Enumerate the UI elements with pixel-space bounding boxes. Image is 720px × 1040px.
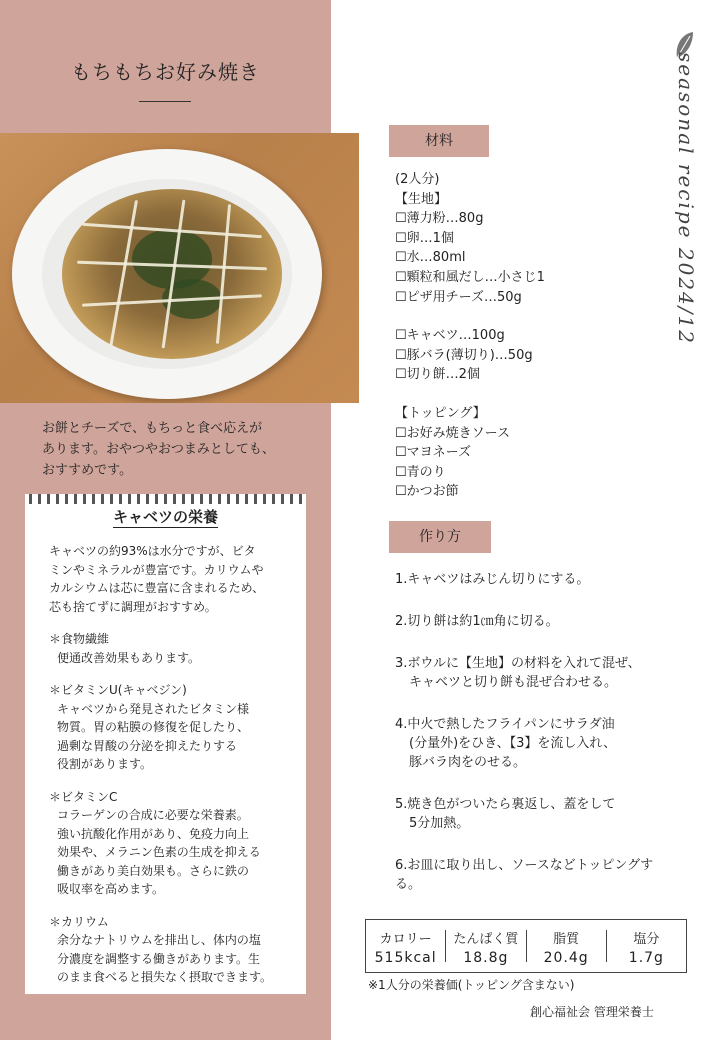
method-step — [395, 795, 685, 833]
topping-item: ☐お好み焼きソース — [395, 425, 511, 441]
card-body — [49, 542, 301, 1001]
spacer — [395, 385, 655, 404]
card-title-text: キャベツの栄養 — [112, 508, 218, 526]
nutrition-value: 1.7g — [628, 950, 664, 966]
okonomiyaki-image — [62, 189, 282, 359]
card-title — [25, 506, 306, 527]
nutrition-table — [365, 919, 687, 973]
topping-item: ☐青のり — [395, 464, 446, 480]
intro-line: お餅とチーズで、もちっと食べ応えが — [42, 421, 263, 436]
section-line: 強い抗酸化作用があり、免疫力向上 — [57, 826, 250, 841]
method-step — [395, 715, 685, 772]
seasonal-recipe-label: seasonal recipe 2024/12 — [674, 52, 698, 345]
nutrition-value: 515kcal — [374, 950, 437, 966]
card-intro-line: ミンやミネラルが豊富です。カリウムや — [49, 562, 264, 577]
topping-heading: 【トッピング】 — [395, 405, 486, 421]
step-line: (分量外)をひき、【3】を流し入れ、 — [409, 736, 617, 751]
notebook-holes — [29, 494, 302, 504]
spacer — [395, 307, 655, 326]
title-box — [0, 0, 331, 133]
nutrition-label: 塩分 — [633, 932, 660, 947]
ingredient-item: ☐卵…1個 — [395, 230, 454, 246]
intro-line: あります。おやつやおつまみとしても、 — [42, 442, 275, 457]
section-heading-vitamin-c: ＊ビタミンC — [49, 789, 118, 804]
method-label: 作り方 — [389, 521, 491, 553]
credit: 創心福祉会 管理栄養士 — [530, 1005, 654, 1019]
nutrition-label: カロリー — [379, 932, 432, 947]
step-line: 6.お皿に取り出し、ソースなどトッピングす — [395, 858, 654, 873]
plate — [12, 149, 322, 399]
method-step — [395, 612, 685, 631]
nutrition-value: 18.8g — [463, 950, 509, 966]
topping-item: ☐かつお節 — [395, 484, 459, 500]
step-line: 2.切り餅は約1㎝角に切る。 — [395, 614, 559, 629]
nutrition-label: たんぱく質 — [453, 932, 519, 947]
section-line: 働きがあり美白効果も。さらに鉄の — [57, 863, 250, 878]
section-line: キャベツから発見されたビタミン様 — [57, 701, 250, 716]
section-line: 過剰な胃酸の分泌を抑えたりする — [57, 738, 238, 753]
step-line: キャベツと切り餅も混ぜ合わせる。 — [409, 675, 618, 690]
section-line: 物質。胃の粘膜の修復を促したり、 — [57, 720, 250, 734]
card-intro-line: キャベツの約93%は水分ですが、ビタ — [49, 544, 256, 558]
section-body-fiber — [49, 649, 301, 668]
section-heading-vitamin-u: ＊ビタミンU(キャベジン) — [49, 683, 187, 697]
section-body-potassium — [49, 931, 301, 987]
ingredient-item: ☐水…80ml — [395, 250, 466, 266]
base-heading: 【生地】 — [395, 191, 448, 207]
section-line: のまま食べると損失なく摂取できます。 — [57, 970, 273, 984]
nutrition-calories — [366, 930, 445, 966]
ingredient-item: ☐豚バラ(薄切り)…50g — [395, 347, 533, 363]
card-intro — [49, 542, 301, 616]
step-line: 3.ボウルに【生地】の材料を入れて混ぜ、 — [395, 656, 641, 671]
section-heading-fiber: ＊食物繊維 — [49, 632, 110, 646]
nutrition-fat — [526, 930, 606, 966]
method-step — [395, 570, 685, 589]
title-underline — [139, 101, 191, 102]
method-step — [395, 654, 685, 692]
step-line: る。 — [395, 877, 422, 892]
page-title: もちもちお好み焼き — [71, 60, 260, 84]
section-heading-potassium: ＊カリウム — [49, 914, 109, 929]
method-steps — [395, 570, 685, 917]
section-line: 役割があります。 — [57, 757, 153, 771]
step-line: 5分加熱。 — [409, 816, 470, 831]
nutrition-protein — [445, 930, 525, 966]
nutrition-note: ※1人分の栄養価(トッピング含まない) — [368, 978, 575, 992]
intro-line: おすすめです。 — [42, 463, 133, 478]
section-line: 分濃度を調整する働きがあります。生 — [57, 951, 261, 966]
section-line: 吸収率を高めます。 — [57, 882, 165, 896]
intro-text — [42, 418, 312, 481]
topping-item: ☐マヨネーズ — [395, 445, 472, 461]
section-line: 効果や、メラニン色素の生成を抑える — [57, 845, 261, 859]
step-line: 5.焼き色がついたら裏返し、蓋をして — [395, 797, 616, 812]
nutrition-salt — [606, 930, 686, 966]
mayo-line — [216, 204, 231, 344]
section-line: 余分なナトリウムを排出し、体内の塩 — [57, 933, 261, 947]
nutrition-value: 20.4g — [543, 950, 589, 966]
card-intro-line: カルシウムは芯に豊富に含まれるため、 — [49, 581, 265, 595]
step-line: 4.中火で熱したフライパンにサラダ油 — [395, 717, 615, 732]
ingredient-item: ☐顆粒和風だし…小さじ1 — [395, 269, 545, 285]
section-line: 便通改善効果もあります。 — [57, 650, 201, 665]
dish-photo — [0, 133, 359, 403]
servings: (2人分) — [395, 172, 440, 187]
nutrition-info-card — [25, 494, 306, 994]
ingredient-item: ☐キャベツ…100g — [395, 328, 505, 344]
step-line: 豚バラ肉をのせる。 — [409, 755, 527, 770]
ingredients-label: 材料 — [389, 125, 489, 157]
card-intro-line: 芯も捨てずに調理がおすすめ。 — [49, 599, 217, 614]
ingredients-list — [395, 170, 655, 502]
step-line: 1.キャベツはみじん切りにする。 — [395, 572, 590, 587]
nutrition-label: 脂質 — [553, 932, 580, 947]
section-body-vitamin-u — [49, 700, 301, 774]
ingredient-item: ☐切り餅…2個 — [395, 367, 480, 383]
section-body-vitamin-c — [49, 806, 301, 899]
ingredient-item: ☐ピザ用チーズ…50g — [395, 289, 522, 305]
section-line: コラーゲンの合成に必要な栄養素。 — [57, 808, 249, 822]
ingredient-item: ☐薄力粉…80g — [395, 211, 484, 227]
mayo-line — [109, 200, 138, 348]
method-step — [395, 856, 685, 894]
